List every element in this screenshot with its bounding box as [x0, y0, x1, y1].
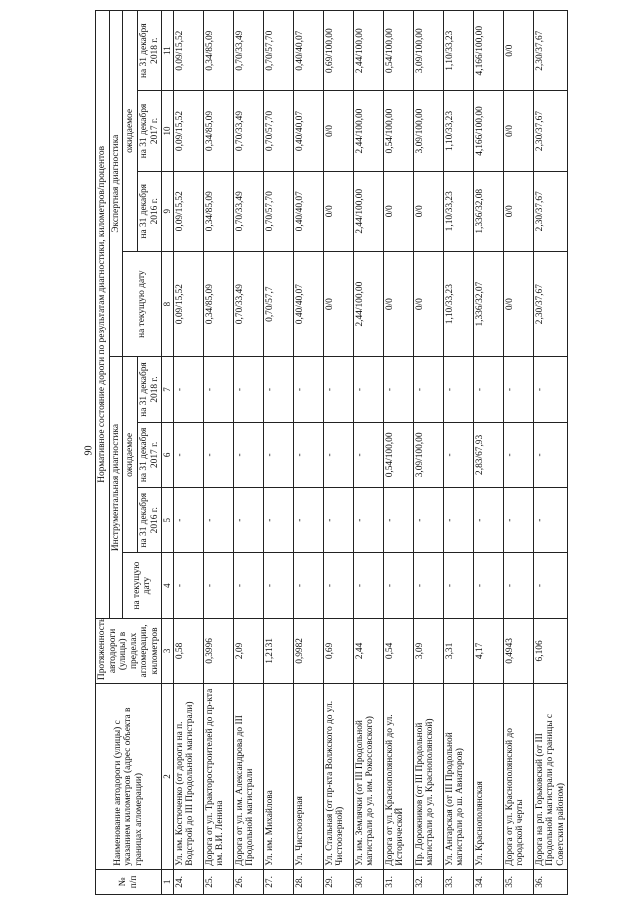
expert-2016-cell: 0,70/57,70 — [263, 171, 293, 251]
expert-2017-cell: 0/0 — [503, 91, 533, 171]
table-row — [413, 11, 443, 895]
instr-2017-cell: - — [353, 422, 383, 487]
table-row — [383, 11, 413, 895]
expert-current-cell: 0,40/40,07 — [293, 251, 323, 356]
header-instr-2018: на 31 декабря 2018 г. — [138, 357, 162, 422]
col-num-4: 4 — [162, 553, 174, 618]
expert-2018-cell: 0,54/100,00 — [383, 11, 413, 91]
table-row — [533, 11, 568, 895]
instr-2018-cell: - — [203, 357, 233, 422]
instr-2018-cell: - — [293, 357, 323, 422]
expert-current-cell: 2,30/37,67 — [533, 251, 568, 356]
road-diagnostics-table — [95, 10, 568, 895]
road-name-cell: Ул. Чистоозерная — [293, 684, 323, 870]
table-row — [293, 11, 323, 895]
road-length-cell: 0,69 — [323, 618, 353, 683]
table-row — [203, 11, 233, 895]
road-name-cell: Ул. Краснополянская — [473, 684, 503, 870]
instr-2017-cell: - — [443, 422, 473, 487]
row-number-cell: 31. — [383, 869, 413, 894]
instr-2017-cell: - — [263, 422, 293, 487]
instr-current-cell: - — [293, 553, 323, 618]
expert-2016-cell: 1,10/33,23 — [443, 171, 473, 251]
instr-current-cell: - — [263, 553, 293, 618]
expert-current-cell: 1,10/33,23 — [443, 251, 473, 356]
expert-2018-cell: 0,69/100,00 — [323, 11, 353, 91]
expert-2018-cell: 0/0 — [503, 11, 533, 91]
instr-2018-cell: - — [353, 357, 383, 422]
table-row — [353, 11, 383, 895]
row-number-cell: 24. — [173, 869, 203, 894]
col-num-7: 7 — [162, 357, 174, 422]
header-expert: Экспертная диагностика — [109, 11, 123, 357]
col-num-10: 10 — [162, 91, 174, 171]
expert-2016-cell: 0,09/15,52 — [173, 171, 203, 251]
instr-current-cell: - — [353, 553, 383, 618]
expert-2018-cell: 3,09/100,00 — [413, 11, 443, 91]
instr-current-cell: - — [473, 553, 503, 618]
expert-2018-cell: 0,70/57,70 — [263, 11, 293, 91]
instr-2016-cell: - — [203, 488, 233, 553]
road-name-cell: Ул. им. Михайлова — [263, 684, 293, 870]
instr-current-cell: - — [413, 553, 443, 618]
col-num-3: 3 — [162, 618, 174, 683]
header-road-name: Наименование автодороги (улицы) с указанием километров (адрес объекта в границах агломерации) — [96, 684, 162, 870]
col-num-11: 11 — [162, 11, 174, 91]
instr-2017-cell: 0,54/100,00 — [383, 422, 413, 487]
table-row — [233, 11, 263, 895]
expert-2016-cell: 1,336/32,08 — [473, 171, 503, 251]
instr-2016-cell: - — [443, 488, 473, 553]
instr-current-cell: - — [383, 553, 413, 618]
expert-2017-cell: 0,70/57,70 — [263, 91, 293, 171]
instr-2016-cell: - — [383, 488, 413, 553]
instr-2017-cell: - — [233, 422, 263, 487]
expert-2017-cell: 3,09/100,00 — [413, 91, 443, 171]
expert-2017-cell: 0/0 — [323, 91, 353, 171]
road-length-cell: 0,4943 — [503, 618, 533, 683]
expert-2018-cell: 0,09/15,52 — [173, 11, 203, 91]
expert-current-cell: 0/0 — [413, 251, 443, 356]
header-num: № п/п — [96, 869, 162, 894]
expert-2017-cell: 0,40/40,07 — [293, 91, 323, 171]
header-length: Протяженность автодороги (улицы) в пределах агломерации, километров — [96, 618, 162, 683]
rotated-page — [95, 10, 635, 895]
col-num-5: 5 — [162, 488, 174, 553]
road-name-cell: Ул. Ангарская (от III Продольной магистрали до ш. Авиаторов) — [443, 684, 473, 870]
instr-2016-cell: - — [413, 488, 443, 553]
expert-2016-cell: 0/0 — [413, 171, 443, 251]
expert-current-cell: 0,70/33,49 — [233, 251, 263, 356]
row-number-cell: 28. — [293, 869, 323, 894]
instr-2016-cell: - — [263, 488, 293, 553]
table-row — [473, 11, 503, 895]
instr-current-cell: - — [533, 553, 568, 618]
road-length-cell: 0,58 — [173, 618, 203, 683]
road-name-cell: Ул. Стальная (от пр-кта Волжского до ул. Чистоозерной) — [323, 684, 353, 870]
header-instr-expected: ожидаемое — [123, 357, 138, 553]
instr-2016-cell: - — [293, 488, 323, 553]
road-name-cell: Дорога от ул. Тракторостроителей до пр-кта им. В.И. Ленина — [203, 684, 233, 870]
expert-2018-cell: 0,70/33,49 — [233, 11, 263, 91]
road-length-cell: 2,44 — [353, 618, 383, 683]
header-instr-2016: на 31 декабря 2016 г. — [138, 488, 162, 553]
table-row — [263, 11, 293, 895]
road-length-cell: 0,9982 — [293, 618, 323, 683]
instr-2018-cell: - — [383, 357, 413, 422]
row-number-cell: 36. — [533, 869, 568, 894]
instr-current-cell: - — [233, 553, 263, 618]
header-normative-state: Нормативное состояние дороги по результатам диагностики, километров/процентов — [96, 11, 110, 619]
road-length-cell: 0,54 — [383, 618, 413, 683]
row-number-cell: 27. — [263, 869, 293, 894]
road-name-cell: Пр. Дорожников (от III Продольной магистрали до ул. Краснополянской) — [413, 684, 443, 870]
header-expert-2016: на 31 декабря 2016 г. — [138, 171, 162, 251]
expert-2016-cell: 2,44/100,00 — [353, 171, 383, 251]
header-expert-expected: ожидаемое — [123, 11, 138, 252]
expert-current-cell: 1,336/32,07 — [473, 251, 503, 356]
expert-2018-cell: 2,30/37,67 — [533, 11, 568, 91]
header-expert-current: на текущую дату — [123, 251, 162, 356]
instr-current-cell: - — [443, 553, 473, 618]
road-length-cell: 4,17 — [473, 618, 503, 683]
header-instrumental: Инструментальная диагностика — [109, 357, 123, 618]
row-number-cell: 29. — [323, 869, 353, 894]
road-length-cell: 6,106 — [533, 618, 568, 683]
table-row — [173, 11, 203, 895]
table-row — [323, 11, 353, 895]
header-instr-current: на текущую дату — [123, 553, 162, 618]
instr-2018-cell: - — [473, 357, 503, 422]
expert-2017-cell: 2,30/37,67 — [533, 91, 568, 171]
road-name-cell: Дорога от ул. им. Александрова до III Продольной магистрали — [233, 684, 263, 870]
expert-2018-cell: 0,34/85,09 — [203, 11, 233, 91]
instr-2017-cell: - — [323, 422, 353, 487]
expert-current-cell: 0/0 — [383, 251, 413, 356]
header-expert-2018: на 31 декабря 2018 г. — [138, 11, 162, 91]
road-length-cell: 3,09 — [413, 618, 443, 683]
expert-current-cell: 0,70/57,7 — [263, 251, 293, 356]
expert-2018-cell: 4,166/100,00 — [473, 11, 503, 91]
expert-2016-cell: 0/0 — [503, 171, 533, 251]
instr-current-cell: - — [503, 553, 533, 618]
col-num-8: 8 — [162, 251, 174, 356]
instr-current-cell: - — [203, 553, 233, 618]
instr-2018-cell: - — [413, 357, 443, 422]
instr-2016-cell: - — [503, 488, 533, 553]
road-name-cell: Дорога на рп. Горьковский (от III Продольной магистрали до границы с Советским районом) — [533, 684, 568, 870]
table-row — [503, 11, 533, 895]
col-num-9: 9 — [162, 171, 174, 251]
instr-2017-cell: - — [533, 422, 568, 487]
expert-2017-cell: 0,09/15,52 — [173, 91, 203, 171]
road-length-cell: 0,3996 — [203, 618, 233, 683]
instr-2016-cell: - — [473, 488, 503, 553]
road-name-cell: Дорога от ул. Краснополянской до ул. ИсторическоЙ — [383, 684, 413, 870]
road-length-cell: 2,09 — [233, 618, 263, 683]
expert-2016-cell: 0,70/33,49 — [233, 171, 263, 251]
table-row — [443, 11, 473, 895]
instr-current-cell: - — [323, 553, 353, 618]
instr-2016-cell: - — [173, 488, 203, 553]
road-name-cell: Ул. им. Костюченко (от дороги на п. Водстрой до III Продольной магистрали) — [173, 684, 203, 870]
header-instr-2017: на 31 декабря 2017 г. — [138, 422, 162, 487]
expert-2017-cell: 0,54/100,00 — [383, 91, 413, 171]
instr-2017-cell: - — [173, 422, 203, 487]
instr-2016-cell: - — [353, 488, 383, 553]
instr-2018-cell: - — [533, 357, 568, 422]
expert-2016-cell: 0/0 — [323, 171, 353, 251]
expert-current-cell: 0,09/15,52 — [173, 251, 203, 356]
expert-2018-cell: 2,44/100,00 — [353, 11, 383, 91]
col-num-2: 2 — [162, 684, 174, 870]
expert-2016-cell: 0,34/85,09 — [203, 171, 233, 251]
instr-2017-cell: 2,83/67,93 — [473, 422, 503, 487]
row-number-cell: 30. — [353, 869, 383, 894]
column-number-row — [162, 11, 174, 895]
expert-2017-cell: 4,166/100,00 — [473, 91, 503, 171]
road-name-cell: Дорога от ул. Краснополянской до городской черты — [503, 684, 533, 870]
row-number-cell: 25. — [203, 869, 233, 894]
instr-2016-cell: - — [233, 488, 263, 553]
instr-current-cell: - — [173, 553, 203, 618]
expert-2017-cell: 0,70/33,49 — [233, 91, 263, 171]
instr-2018-cell: - — [443, 357, 473, 422]
page-number: 90 — [83, 445, 95, 456]
instr-2018-cell: - — [173, 357, 203, 422]
header-expert-2017: на 31 декабря 2017 г. — [138, 91, 162, 171]
instr-2016-cell: - — [533, 488, 568, 553]
road-name-cell: Ул. им. Землячки (от III Продольной магистрали до ул. им. Рокоссовского) — [353, 684, 383, 870]
table-body — [173, 11, 568, 895]
instr-2017-cell: - — [293, 422, 323, 487]
row-number-cell: 35. — [503, 869, 533, 894]
instr-2018-cell: - — [263, 357, 293, 422]
instr-2016-cell: - — [323, 488, 353, 553]
road-length-cell: 1,2131 — [263, 618, 293, 683]
expert-2018-cell: 1,10/33,23 — [443, 11, 473, 91]
expert-2016-cell: 0,40/40,07 — [293, 171, 323, 251]
expert-2017-cell: 2,44/100,00 — [353, 91, 383, 171]
col-num-1: 1 — [162, 869, 174, 894]
expert-2016-cell: 0/0 — [383, 171, 413, 251]
expert-2016-cell: 2,30/37,67 — [533, 171, 568, 251]
col-num-6: 6 — [162, 422, 174, 487]
expert-2018-cell: 0,40/40,07 — [293, 11, 323, 91]
instr-2018-cell: - — [323, 357, 353, 422]
road-length-cell: 3,31 — [443, 618, 473, 683]
instr-2017-cell: - — [503, 422, 533, 487]
expert-current-cell: 0,34/85,09 — [203, 251, 233, 356]
row-number-cell: 32. — [413, 869, 443, 894]
expert-current-cell: 0/0 — [323, 251, 353, 356]
instr-2018-cell: - — [503, 357, 533, 422]
instr-2017-cell: - — [203, 422, 233, 487]
expert-current-cell: 0/0 — [503, 251, 533, 356]
row-number-cell: 26. — [233, 869, 263, 894]
row-number-cell: 34. — [473, 869, 503, 894]
expert-2017-cell: 1,10/33,23 — [443, 91, 473, 171]
expert-current-cell: 2,44/100,00 — [353, 251, 383, 356]
row-number-cell: 33. — [443, 869, 473, 894]
expert-2017-cell: 0,34/85,09 — [203, 91, 233, 171]
instr-2017-cell: 3,09/100,00 — [413, 422, 443, 487]
instr-2018-cell: - — [233, 357, 263, 422]
